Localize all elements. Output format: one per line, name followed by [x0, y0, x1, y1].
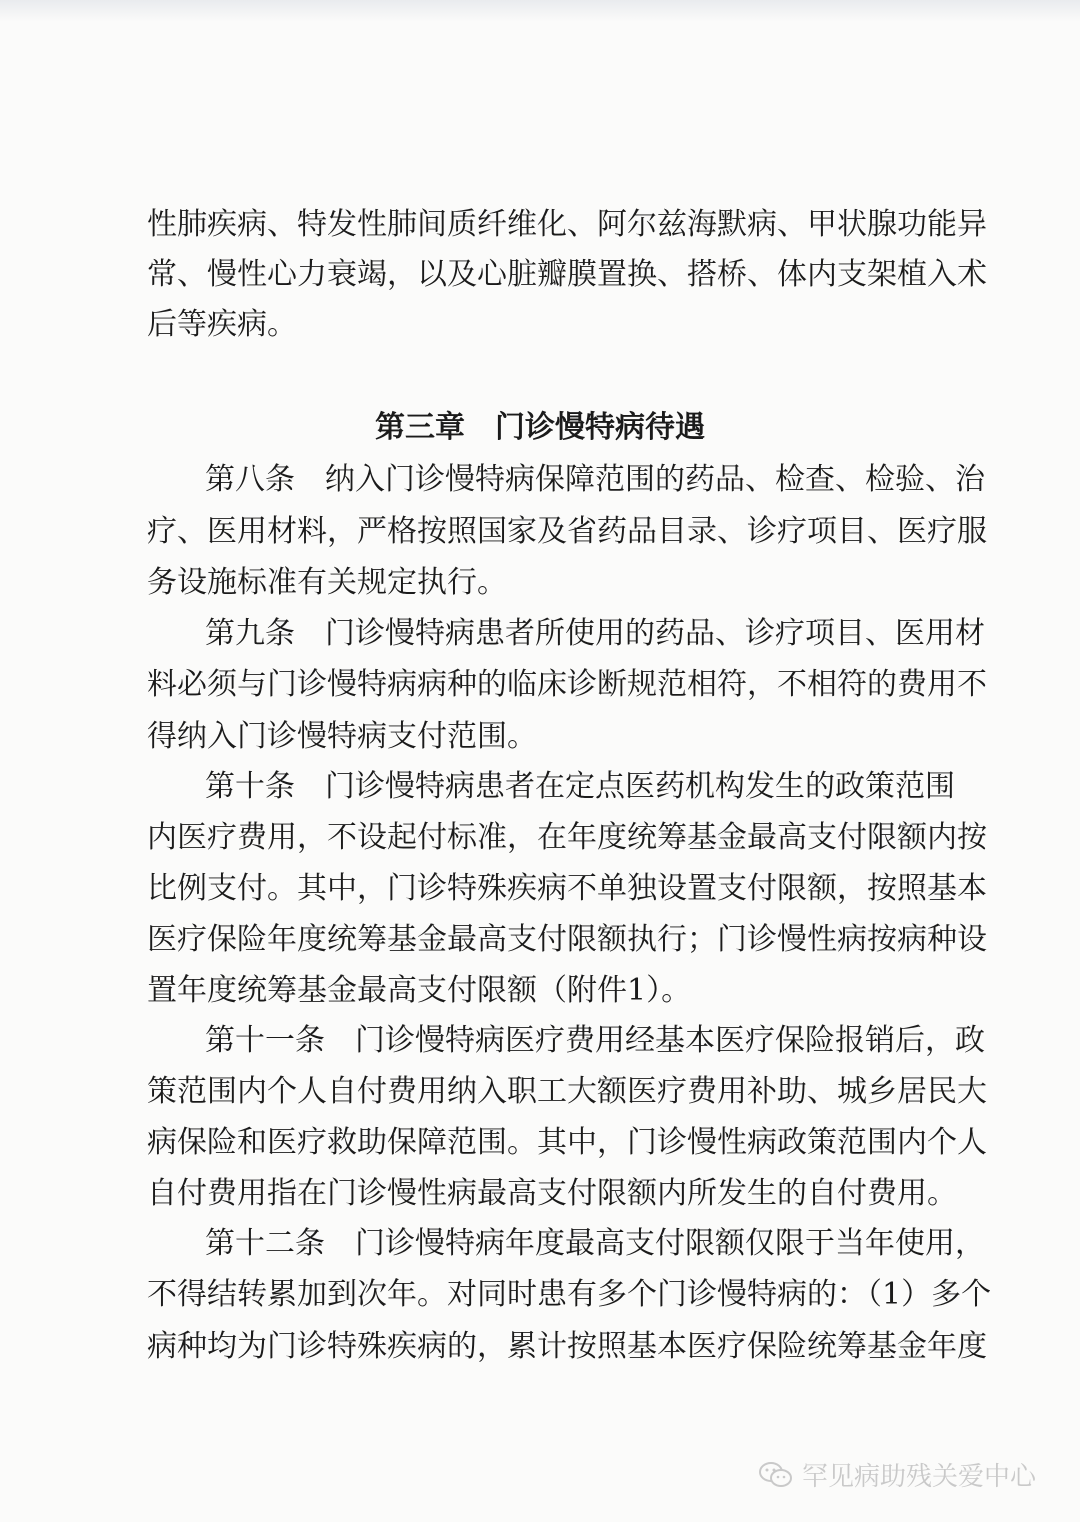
wechat-icon [758, 1460, 794, 1490]
text-line: 后等疾病。 [147, 307, 297, 342]
article-first-line: 第十一条 门诊慢特病医疗费用经基本医疗保险报销后，政 [205, 1023, 985, 1058]
watermark-text: 罕见病助残关爱中心 [802, 1462, 1037, 1492]
article-first-line: 第九条 门诊慢特病患者所使用的药品、诊疗项目、医用材 [205, 616, 985, 651]
text-line: 内医疗费用，不设起付标准，在年度统筹基金最高支付限额内按 [147, 820, 987, 855]
text-line: 策范围内个人自付费用纳入职工大额医疗费用补助、城乡居民大 [147, 1074, 987, 1109]
text-line: 常、慢性心力衰竭，以及心脏瓣膜置换、搭桥、体内支架植入术 [147, 257, 987, 292]
article-first-line: 第十条 门诊慢特病患者在定点医药机构发生的政策范围 [205, 769, 955, 804]
text-line: 自付费用指在门诊慢性病最高支付限额内所发生的自付费用。 [147, 1176, 957, 1211]
text-line: 得纳入门诊慢特病支付范围。 [147, 719, 537, 754]
article-first-line: 第八条 纳入门诊慢特病保障范围的药品、检查、检验、治 [205, 462, 985, 497]
text-line: 不得结转累加到次年。对同时患有多个门诊慢特病的：（1）多个 [147, 1277, 992, 1312]
text-line: 医疗保险年度统筹基金最高支付限额执行；门诊慢性病按病种设 [147, 922, 987, 957]
text-line: 料必须与门诊慢特病病种的临床诊断规范相符，不相符的费用不 [147, 667, 987, 702]
text-line: 疗、医用材料，严格按照国家及省药品目录、诊疗项目、医疗服 [147, 514, 987, 549]
article-first-line: 第十二条 门诊慢特病年度最高支付限额仅限于当年使用， [205, 1226, 985, 1261]
text-line: 比例支付。其中，门诊特殊疾病不单独设置支付限额，按照基本 [147, 871, 987, 906]
text-line: 置年度统筹基金最高支付限额（附件1）。 [147, 973, 692, 1008]
chapter-heading: 第三章 门诊慢特病待遇 [375, 410, 705, 445]
text-line: 病种均为门诊特殊疾病的，累计按照基本医疗保险统筹基金年度 [147, 1329, 987, 1364]
text-line: 病保险和医疗救助保障范围。其中，门诊慢性病政策范围内个人 [147, 1125, 987, 1160]
text-line: 务设施标准有关规定执行。 [147, 565, 507, 600]
watermark [758, 1456, 1036, 1493]
scan-edge [0, 0, 1080, 22]
text-line: 性肺疾病、特发性肺间质纤维化、阿尔兹海默病、甲状腺功能异 [147, 207, 987, 242]
